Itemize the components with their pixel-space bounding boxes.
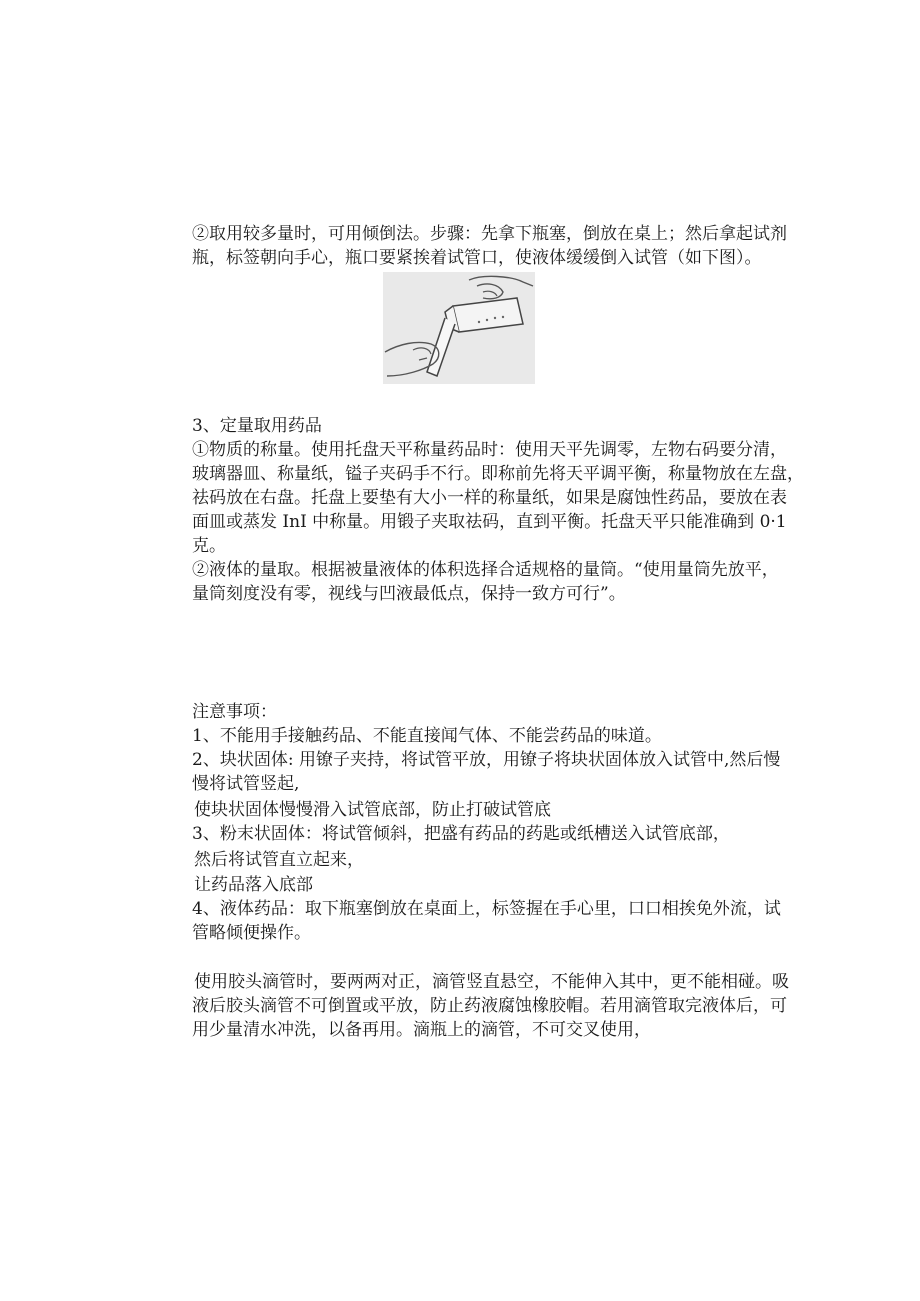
text-line: 液后胶头滴管不可倒置或平放，防止药液腐蚀橡胶帽。若用滴管取完液体后，可 bbox=[192, 996, 787, 1016]
section-heading: 注意事项： bbox=[192, 702, 277, 722]
text-line: ①物质的称量。使用托盘天平称量药品时：使用天平先调零，左物右码要分清， bbox=[192, 440, 787, 460]
text-line: 克。 bbox=[192, 536, 226, 556]
text-line: 量筒刻度没有零，视线与凹液最低点，保持一致方可行”。 bbox=[192, 584, 626, 604]
text-line: 慢将试管竖起, bbox=[192, 774, 300, 794]
text-line: ②液体的量取。根据被量液体的体积选择合适规格的量筒。“使用量筒先放平， bbox=[192, 560, 779, 580]
text-line: 用少量清水冲洗，以备再用。滴瓶上的滴管，不可交叉使用， bbox=[192, 1020, 651, 1040]
text-line: 3、粉末状固体：将试管倾斜，把盛有药品的药匙或纸槽送入试管底部， bbox=[192, 824, 730, 844]
text-line: ②取用较多量时，可用倾倒法。步骤：先拿下瓶塞，倒放在桌上；然后拿起试剂 bbox=[192, 224, 787, 244]
pouring-illustration bbox=[383, 272, 535, 384]
text-line: 管略倾便操作。 bbox=[192, 923, 311, 943]
text-line: 4、液体药品：取下瓶塞倒放在桌面上，标签握在手心里，口口相挨免外流，试 bbox=[192, 899, 781, 919]
section-heading: 3、定量取用药品 bbox=[192, 416, 322, 436]
text-line: 玻璃器皿、称量纸，镒子夹码手不行。即称前先将天平调平衡，称量物放在左盘， bbox=[192, 464, 804, 484]
pouring-liquid-into-test-tube-icon bbox=[383, 272, 535, 384]
text-line: 1、不能用手接触药品、不能直接闻气体、不能尝药品的味道。 bbox=[192, 726, 662, 746]
text-line: 2、块状固体: 用镣子夹持，将试管平放，用镣子将块状固体放入试管中,然后慢 bbox=[192, 750, 781, 770]
text-line: 使块状固体慢慢滑入试管底部，防止打破试管底 bbox=[194, 800, 551, 820]
text-line: 让药品落入底部 bbox=[194, 875, 313, 895]
text-line: 面皿或蒸发 InI 中称量。用锻子夹取祛码，直到平衡。托盘天平只能准确到 0·1 bbox=[192, 512, 787, 532]
text-line: 使用胶头滴管时，要两两对正，滴管竖直悬空，不能伸入其中，更不能相碰。吸 bbox=[194, 972, 789, 992]
text-line: 祛码放在右盘。托盘上要垫有大小一样的称量纸，如果是腐蚀性药品，要放在表 bbox=[192, 488, 787, 508]
text-line: 然后将试管直立起来， bbox=[194, 850, 364, 870]
text-line: 瓶，标签朝向手心，瓶口要紧挨着试管口，使液体缓缓倒入试管（如下图）。 bbox=[192, 248, 762, 268]
